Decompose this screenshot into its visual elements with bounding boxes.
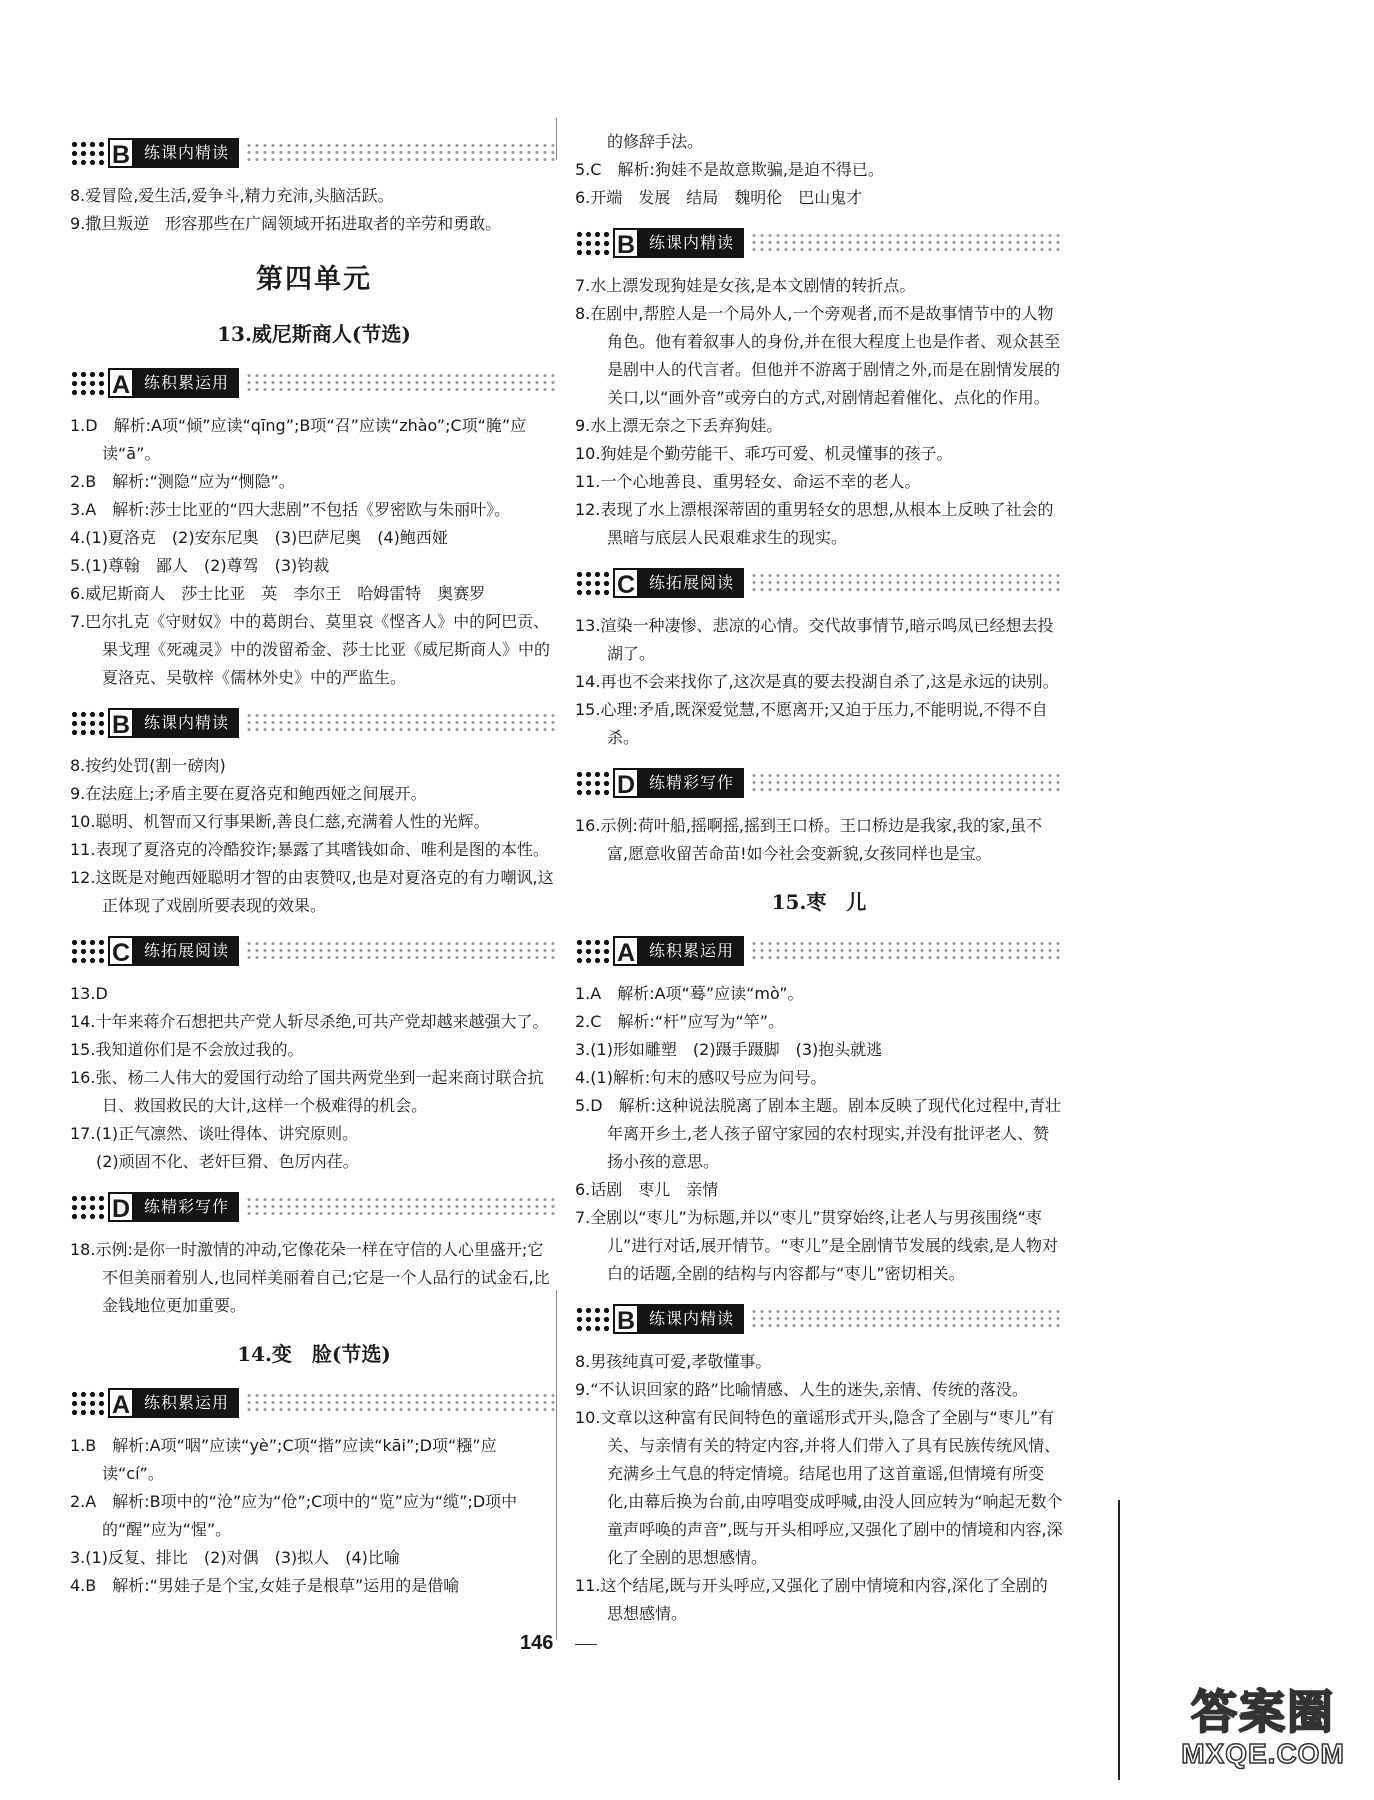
section-header-a: [70, 366, 558, 400]
answer-continuation: 的修辞手法。: [607, 132, 704, 151]
section-letter: B: [613, 228, 639, 258]
dotted-rule: [245, 940, 558, 962]
answer-item: 5.(1)尊翰 鄙人 (2)尊驾 (3)钧裁: [70, 556, 330, 575]
watermark-text-bottom: MXQE.COM: [1181, 1738, 1345, 1769]
dotted-rule: [245, 712, 558, 734]
answer-item: 12.表现了水上漂根深蒂固的重男轻女的思想,从根本上反映了社会的黑暗与底层人民艰难求生的现实。: [575, 500, 1054, 547]
section-letter: B: [613, 1304, 639, 1334]
answer-item: 10.文章以这种富有民间特色的童谣形式开头,隐含了全剧与“枣儿”有关、与亲情有关的特定内容,并将人们带入了具有民族传统风情、充满乡土气息的特定情境。结尾也用了这首童谣,但情境有所变化,由幕后换为台前,由哼唱变成呼喊,由没人回应转为“响起无数个童声呼唤的声音”,既与开头相呼应,又强化了剧中的情境和内容,深化了全剧的思想感情。: [575, 1408, 1063, 1567]
answer-item: 3.(1)形如雕塑 (2)蹑手蹑脚 (3)抱头就逃: [575, 1040, 883, 1059]
answer-item: 11.一个心地善良、重男轻女、命运不幸的老人。: [575, 472, 921, 491]
answer-item: 9.撒旦叛逆 形容那些在广阔领域开拓进取者的辛劳和勇敢。: [70, 214, 502, 233]
watermark-text-top: 答案圈: [1191, 1685, 1335, 1739]
section-header-b: [575, 226, 1063, 260]
section-letter: A: [108, 368, 134, 398]
answer-item: 1.D 解析:A项“倾”应读“qīng”;B项“召”应读“zhào”;C项“腌”应读“ā”。: [70, 416, 527, 463]
section-header-c: [70, 934, 558, 968]
answer-item: 8.在剧中,帮腔人是一个局外人,一个旁观者,而不是故事情节中的人物角色。他有着叙事人的身份,并在很大程度上也是作者、观众甚至是剧中人的代言者。但他并不游离于剧情之外,而是在剧情发展的关口,以“画外音”或旁白的方式,对剧情起着催化、点化的作用。: [575, 304, 1061, 407]
dot-grid-icon: [575, 570, 611, 596]
section-letter: C: [108, 936, 134, 966]
section-letter: C: [613, 568, 639, 598]
dot-grid-icon: [70, 1194, 106, 1220]
section-label: 练积累运用: [134, 368, 239, 398]
answer-item: 14.再也不会来找你了,这次是真的要去投湖自杀了,这是永远的诀别。: [575, 672, 1059, 691]
answer-item: 7.全剧以“枣儿”为标题,并以“枣儿”贯穿始终,让老人与男孩围绕“枣儿”进行对话,展开情节。“枣儿”是全剧情节发展的线索,是人物对白的话题,全剧的结构与内容都与“枣儿”密切相关。: [575, 1208, 1059, 1283]
section-label: 练课内精读: [134, 138, 239, 168]
answer-item: 9.在法庭上;矛盾主要在夏洛克和鲍西娅之间展开。: [70, 784, 427, 803]
answer-item: 2.B 解析:“测隐”应为“恻隐”。: [70, 472, 295, 491]
answer-item: 4.B 解析:“男娃子是个宝,女娃子是根草”运用的是借喻: [70, 1576, 460, 1595]
section-header-a: [575, 934, 1063, 968]
answer-item: 12.这既是对鲍西娅聪明才智的由衷赞叹,也是对夏洛克的有力嘲讽,这正体现了戏剧所要表现的效果。: [70, 868, 554, 915]
dotted-rule: [245, 1392, 558, 1414]
section-label: 练积累运用: [639, 936, 744, 966]
answer-item: 13.渲染一种凄惨、悲凉的心情。交代故事情节,暗示鸣凤已经想去投湖了。: [575, 616, 1054, 663]
answer-item: 8.爱冒险,爱生活,爱争斗,精力充沛,头脑活跃。: [70, 186, 394, 205]
lesson-title: 14.变 脸(节选): [237, 1342, 391, 1366]
answer-item: 15.我知道你们是不会放过我的。: [70, 1040, 304, 1059]
dotted-rule: [750, 572, 1063, 594]
answer-item: 3.A 解析:莎士比亚的“四大悲剧”不包括《罗密欧与朱丽叶》。: [70, 500, 511, 519]
answer-item: 6.话剧 枣儿 亲情: [575, 1180, 719, 1199]
dotted-rule: [245, 1196, 558, 1218]
answer-item: 8.男孩纯真可爱,孝敬懂事。: [575, 1352, 772, 1371]
lesson-title: 15.枣 儿: [771, 890, 867, 914]
dot-grid-icon: [575, 1306, 611, 1332]
left-column: [70, 122, 558, 1600]
section-label: 练拓展阅读: [134, 936, 239, 966]
section-letter: A: [108, 1388, 134, 1418]
answer-item: 2.C 解析:“杆”应写为“竿”。: [575, 1012, 784, 1031]
answer-item: 13.D: [70, 984, 108, 1003]
section-header-b: [70, 136, 558, 170]
dotted-rule: [750, 1308, 1063, 1330]
unit-title: 第四单元: [256, 264, 372, 295]
dot-grid-icon: [575, 230, 611, 256]
section-letter: A: [613, 936, 639, 966]
answer-item: 8.按约处罚(割一磅肉): [70, 756, 226, 775]
answer-item: 10.狗娃是个勤劳能干、乖巧可爱、机灵懂事的孩子。: [575, 444, 953, 463]
answer-item: 16.张、杨二人伟大的爱国行动给了国共两党坐到一起来商讨联合抗日、救国救民的大计,这样一个极难得的机会。: [70, 1068, 544, 1115]
right-column: [575, 128, 1063, 1628]
section-header-b: [575, 1302, 1063, 1336]
dotted-rule: [750, 940, 1063, 962]
answer-item: 6.开端 发展 结局 魏明伦 巴山鬼才: [575, 188, 863, 207]
answer-item: 1.B 解析:A项“咽”应读“yè”;C项“揩”应读“kāi”;D项“糨”应读“cí”。: [70, 1436, 497, 1483]
answer-item: 11.表现了夏洛克的冷酷狡诈;暴露了其嗜钱如命、唯利是图的本性。: [70, 840, 549, 859]
section-header-c: [575, 566, 1063, 600]
answer-item: 6.威尼斯商人 莎士比亚 英 李尔王 哈姆雷特 奥赛罗: [70, 584, 486, 603]
answer-item: 11.这个结尾,既与开头呼应,又强化了剧中情境和内容,深化了全剧的思想感情。: [575, 1576, 1048, 1623]
section-header-d: [70, 1190, 558, 1224]
answer-item: 18.示例:是你一时激情的冲动,它像花朵一样在守信的人心里盛开;它不但美丽着别人,也同样美丽着自己;它是一个人品行的试金石,比金钱地位更加重要。: [70, 1240, 550, 1315]
section-label: 练精彩写作: [639, 768, 744, 798]
dot-grid-icon: [575, 770, 611, 796]
section-header-a: [70, 1386, 558, 1420]
dot-grid-icon: [70, 1390, 106, 1416]
answer-item: 15.心理:矛盾,既深爱觉慧,不愿离开;又迫于压力,不能明说,不得不自杀。: [575, 700, 1048, 747]
dot-grid-icon: [575, 938, 611, 964]
dotted-rule: [245, 372, 558, 394]
page-number: 146: [520, 1632, 554, 1654]
answer-item: (2)顽固不化、老奸巨猾、色厉内荏。: [96, 1152, 359, 1171]
answer-item: 17.(1)正气凛然、谈吐得体、讲究原则。: [70, 1124, 359, 1143]
dot-grid-icon: [70, 710, 106, 736]
section-letter: B: [108, 138, 134, 168]
answer-item: 9.水上漂无奈之下丢弃狗娃。: [575, 416, 783, 435]
section-header-d: [575, 766, 1063, 800]
watermark-logo: [1178, 1686, 1348, 1786]
answer-item: 9.“不认识回家的路”比喻情感、人生的迷失,亲情、传统的落没。: [575, 1380, 1028, 1399]
dot-grid-icon: [70, 938, 106, 964]
lesson-title: 13.威尼斯商人(节选): [217, 322, 411, 346]
answer-item: 2.A 解析:B项中的“沧”应为“伧”;C项中的“览”应为“缆”;D项中的“醒”应为“惺”。: [70, 1492, 518, 1539]
dotted-rule: [750, 772, 1063, 794]
section-header-b: [70, 706, 558, 740]
answer-item: 5.C 解析:狗娃不是故意欺骗,是迫不得已。: [575, 160, 884, 179]
answer-item: 14.十年来蒋介石想把共产党人斩尽杀绝,可共产党却越来越强大了。: [70, 1012, 549, 1031]
section-label: 练课内精读: [134, 708, 239, 738]
section-letter: B: [108, 708, 134, 738]
answer-item: 7.巴尔扎克《守财奴》中的葛朗台、莫里哀《悭吝人》中的阿巴贡、果戈理《死魂灵》中的泼留希金、莎士比亚《威尼斯商人》中的夏洛克、吴敬梓《儒林外史》中的严监生。: [70, 612, 551, 687]
section-letter: D: [108, 1192, 134, 1222]
section-label: 练拓展阅读: [639, 568, 744, 598]
answer-item: 4.(1)解析:句末的感叹号应为问号。: [575, 1068, 827, 1087]
answer-item: 16.示例:荷叶船,摇啊摇,摇到王口桥。王口桥边是我家,我的家,虽不富,愿意收留苦命苗!如今社会变新貌,女孩同样也是宝。: [575, 816, 1043, 863]
section-label: 练课内精读: [639, 1304, 744, 1334]
section-label: 练精彩写作: [134, 1192, 239, 1222]
section-label: 练积累运用: [134, 1388, 239, 1418]
answer-item: 7.水上漂发现狗娃是女孩,是本文剧情的转折点。: [575, 276, 916, 295]
answer-item: 4.(1)夏洛克 (2)安东尼奥 (3)巴萨尼奥 (4)鲍西娅: [70, 528, 448, 547]
answer-item: 10.聪明、机智而又行事果断,善良仁慈,充满着人性的光辉。: [70, 812, 490, 831]
page-number-dash: [575, 1644, 597, 1645]
section-label: 练课内精读: [639, 228, 744, 258]
answer-item: 1.A 解析:A项“蓦”应读“mò”。: [575, 984, 804, 1003]
section-letter: D: [613, 768, 639, 798]
answer-item: 5.D 解析:这种说法脱离了剧本主题。剧本反映了现代化过程中,青壮年离开乡土,老人孩子留守家园的农村现实,并没有批评老人、赞扬小孩的意思。: [575, 1096, 1062, 1171]
dotted-rule: [750, 232, 1063, 254]
dot-grid-icon: [70, 140, 106, 166]
right-margin-rule: [1118, 1500, 1120, 1780]
answer-item: 3.(1)反复、排比 (2)对偶 (3)拟人 (4)比喻: [70, 1548, 400, 1567]
dot-grid-icon: [70, 370, 106, 396]
dotted-rule: [245, 142, 558, 164]
